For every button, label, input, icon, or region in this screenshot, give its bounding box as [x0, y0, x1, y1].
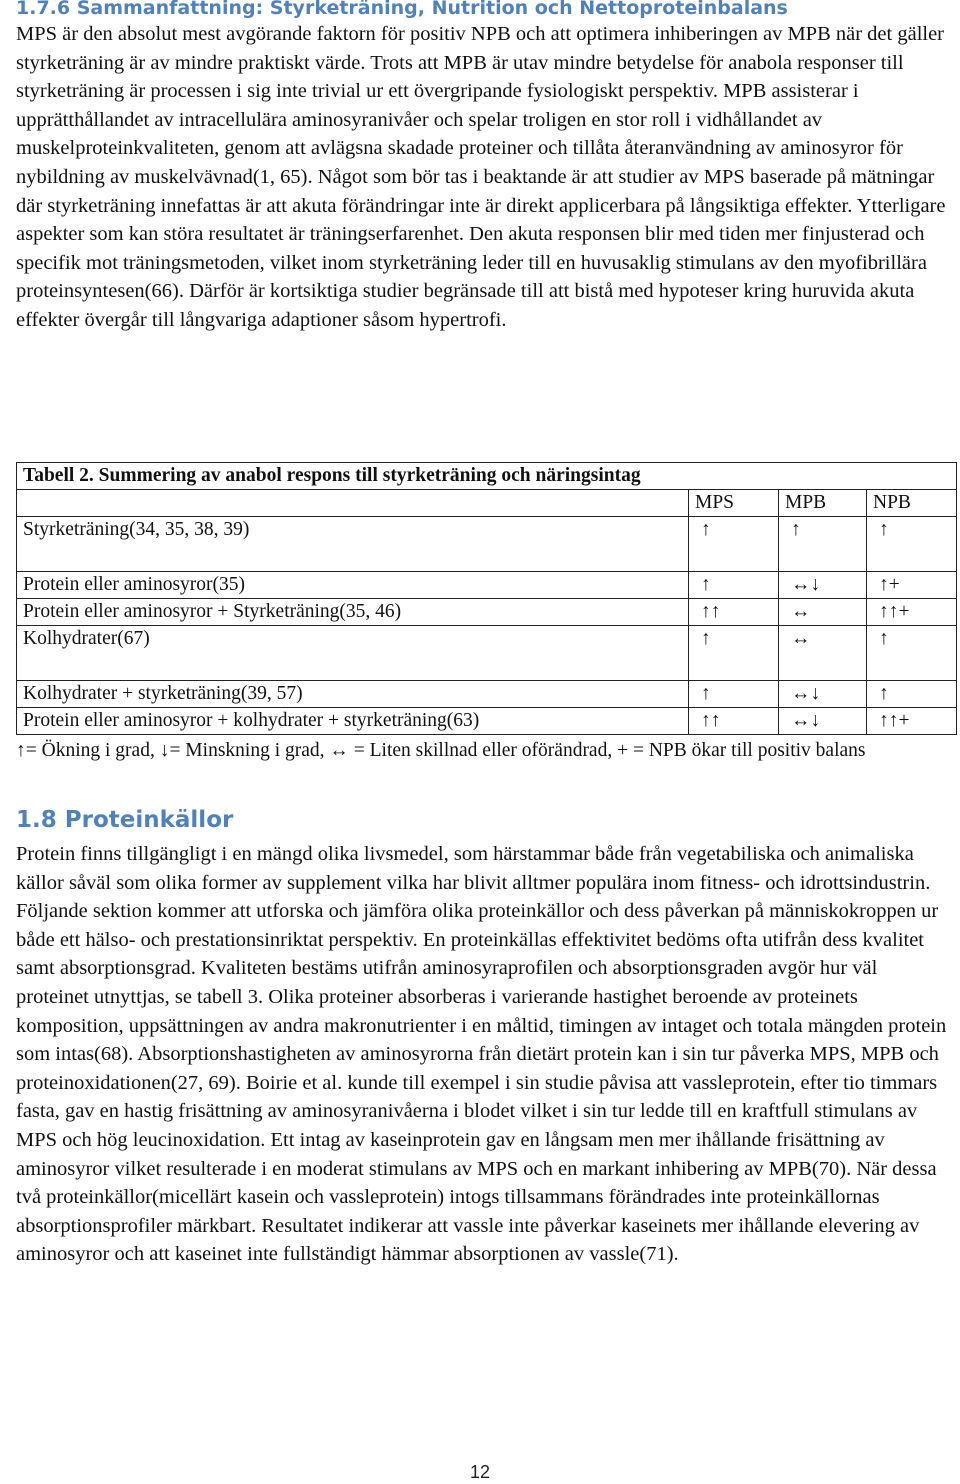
section-heading-1-8: 1.8 Proteinkällor — [16, 807, 234, 833]
table-caption: Tabell 2. Summering av anabol respons till styrketräning och näringsintag — [17, 463, 957, 490]
table-row — [17, 517, 957, 572]
summary-table — [16, 462, 957, 735]
cell-npb: ↑ — [867, 517, 957, 572]
column-header-npb: NPB — [867, 490, 957, 517]
table-2 — [16, 462, 956, 764]
cell-mps: ↑ — [689, 517, 779, 572]
summary-paragraph: MPS är den absolut mest avgörande faktorn för positiv NPB och att optimera inhiberingen av MPB när det gäller styrketräning är av mindre praktiskt värde. Trots att MPB är utav mindre betydelse för anabola responser till styrketräning är processen i sig inte trivial ur ett övergripande fysiologiskt perspektiv. MPB assisterar i upprätthållandet av intracellulära aminosyranivåer och spelar troligen en stor roll i vidhållandet av muskelproteinkvaliteten, genom att avlägsna skadade proteiner och tillåta återanvändning av aminosyror för nybildning av muskelvävnad(1, 65). Något som bör tas i beaktande är att studier av MPS baserade på mätningar där styrketräning innefattas är att akuta förändringar inte är direkt applicerbara på långsiktiga effekter. Ytterligare aspekter som kan störa resultatet är träningserfarenhet. Den akuta responsen blir med tiden mer finjusterad och specifik mot träningsmetoden, vilket inom styrketräning leder till en huvusaklig stimulans av den myofibrillära proteinsyntesen(66). Därför är kortsiktiga studier begränsade till att bistå med hypoteser kring huruvida akuta effekter övergår till långvariga adaptioner såsom hypertrofi. — [16, 23, 946, 331]
cell-npb: ↑+ — [867, 572, 957, 599]
proteinkallor-paragraph: Protein finns tillgängligt i en mängd olika livsmedel, som härstammar både från vegetabiliska och animaliska källor såväl som olika former av supplement vilka har blivit alltmer populära inom fitness- och idrottsindustrin. Följande sektion kommer att utforska och jämföra olika proteinkällor och dess påverkan på människokroppen ur både ett hälso- och prestationsinriktat perspektiv. En proteinkällas effektivitet bedöms ofta utifrån dess kvalitet samt absorptionsgrad. Kvaliteten bestäms utifrån aminosyraprofilen och absorptionsgraden avgör hur väl proteinet utnyttjas, se tabell 3. Olika proteiner absorberas i varierande hastighet beroende av proteinets komposition, uppsättningen av andra makronutrienter i en måltid, timingen av intaget och totala mängden protein som intas(68). Absorptionshastigheten av aminosyrorna från dietärt protein kan i sin tur påverka MPS, MPB och proteinoxidationen(27, 69). Boirie et al. kunde till exempel i sin studie påvisa att vassleprotein, efter tio timmars fasta, gav en hastig frisättning av aminosyranivåerna i blodet vilket i sin tur ledde till en kraftfull stimulans av MPS och hög leucinoxidation. Ett intag av kaseinprotein gav en långsam men mer ihållande frisättning av aminosyror vilket resulterade i en moderat stimulans av MPS och en markant inhibering av MPB(70). När dessa två proteinkällor(micellärt kasein och vassleprotein) intogs tillsammans förändrades inte proteinkällornas absorptionsprofiler märkbart. Resultatet indikerar att vassle inte påverkar kaseinets mer ihållande elevering av aminosyror och att kaseinet inte fullständigt hämmar absorptionen av vassle(71). — [16, 843, 947, 1266]
cell-npb: ↑↑+ — [867, 599, 957, 626]
cell-mps: ↑↑ — [689, 708, 779, 735]
cell-mpb: ↔ — [779, 626, 867, 681]
column-header-mpb: MPB — [779, 490, 867, 517]
table-header-empty — [17, 490, 689, 517]
cell-mps: ↑ — [689, 626, 779, 681]
table-row — [17, 599, 957, 626]
row-label: Styrketräning(34, 35, 38, 39) — [17, 517, 689, 572]
column-header-mps: MPS — [689, 490, 779, 517]
cell-mps: ↑↑ — [689, 599, 779, 626]
row-label: Protein eller aminosyror + kolhydrater + styrketräning(63) — [17, 708, 689, 735]
section-heading-1-7-6: 1.7.6 Sammanfattning: Styrketräning, Nutrition och Nettoproteinbalans — [16, 0, 788, 19]
cell-mpb: ↔↓ — [779, 708, 867, 735]
table-row — [17, 681, 957, 708]
table-row — [17, 572, 957, 599]
table-legend: ↑= Ökning i grad, ↓= Minskning i grad, ↔ = Liten skillnad eller oförändrad, + = NPB ökar till positiv balans — [16, 740, 866, 761]
row-label: Protein eller aminosyror + Styrketräning(35, 46) — [17, 599, 689, 626]
cell-mpb: ↔↓ — [779, 572, 867, 599]
cell-npb: ↑ — [867, 626, 957, 681]
cell-npb: ↑↑+ — [867, 708, 957, 735]
cell-mpb: ↔ — [779, 599, 867, 626]
cell-mps: ↑ — [689, 572, 779, 599]
cell-mpb: ↑ — [779, 517, 867, 572]
table-row — [17, 708, 957, 735]
cell-mps: ↑ — [689, 681, 779, 708]
table-row — [17, 626, 957, 681]
row-label: Kolhydrater + styrketräning(39, 57) — [17, 681, 689, 708]
document-page — [16, 0, 952, 1266]
page-number: 12 — [469, 1462, 491, 1482]
table-header-row — [17, 490, 957, 517]
row-label: Protein eller aminosyror(35) — [17, 572, 689, 599]
cell-mpb: ↔↓ — [779, 681, 867, 708]
row-label: Kolhydrater(67) — [17, 626, 689, 681]
cell-npb: ↑ — [867, 681, 957, 708]
